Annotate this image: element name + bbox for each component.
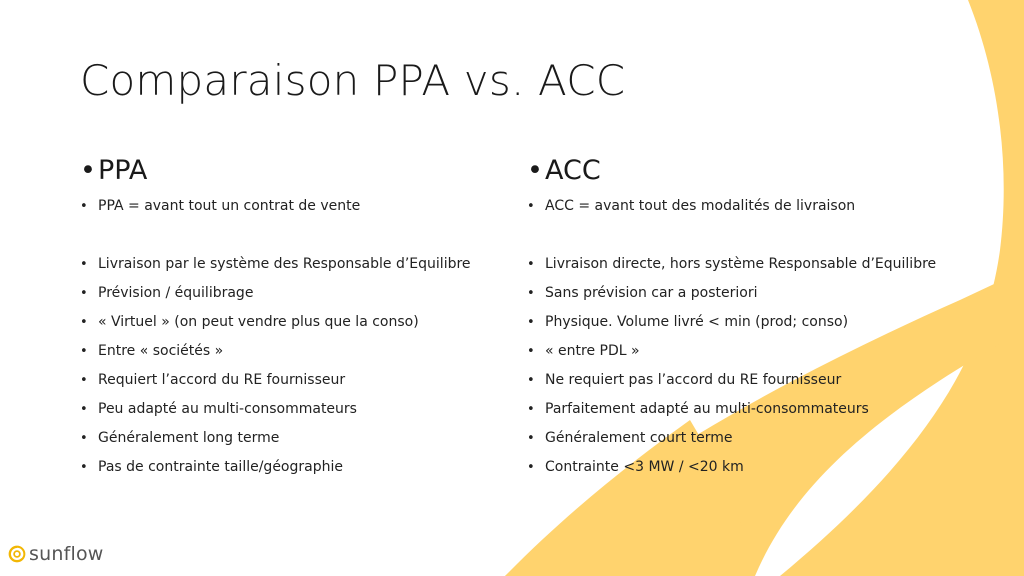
list-item: • PPA = avant tout un contrat de vente (80, 192, 510, 221)
list-item: • Généralement long terme (80, 424, 510, 453)
acc-column (527, 152, 987, 482)
list-item: • Requiert l’accord du RE fournisseur (80, 366, 510, 395)
sunflow-logo (8, 542, 104, 566)
list-spacer (527, 221, 987, 250)
list-item: • « Virtuel » (on peut vendre plus que la conso) (80, 308, 510, 337)
list-item: • Généralement court terme (527, 424, 987, 453)
list-spacer (80, 221, 510, 250)
list-item: • Pas de contrainte taille/géographie (80, 453, 510, 482)
list-item: • ACC = avant tout des modalités de livraison (527, 192, 987, 221)
acc-heading (527, 152, 987, 190)
ppa-heading (80, 152, 510, 190)
list-item: • Entre « sociétés » (80, 337, 510, 366)
logo-text: sunflow (29, 543, 104, 565)
ppa-list (80, 192, 510, 482)
acc-heading-label: ACC (545, 155, 601, 186)
list-item: • Physique. Volume livré < min (prod; conso) (527, 308, 987, 337)
heading-bullet: • (527, 155, 543, 186)
list-item: • Ne requiert pas l’accord du RE fournisseur (527, 366, 987, 395)
list-item: • Parfaitement adapté au multi-consommateurs (527, 395, 987, 424)
list-item: • Prévision / équilibrage (80, 279, 510, 308)
list-item: • Peu adapté au multi-consommateurs (80, 395, 510, 424)
list-item: • Livraison directe, hors système Responsable d’Equilibre (527, 250, 987, 279)
sun-spiral-icon (8, 545, 26, 563)
page-title: Comparaison PPA vs. ACC (80, 56, 626, 105)
list-item: • « entre PDL » (527, 337, 987, 366)
list-item: • Contrainte <3 MW / <20 km (527, 453, 987, 482)
list-item: • Livraison par le système des Responsable d’Equilibre (80, 250, 510, 279)
ppa-column (80, 152, 510, 482)
list-item: • Sans prévision car a posteriori (527, 279, 987, 308)
heading-bullet: • (80, 155, 96, 186)
ppa-heading-label: PPA (98, 155, 148, 186)
acc-list (527, 192, 987, 482)
